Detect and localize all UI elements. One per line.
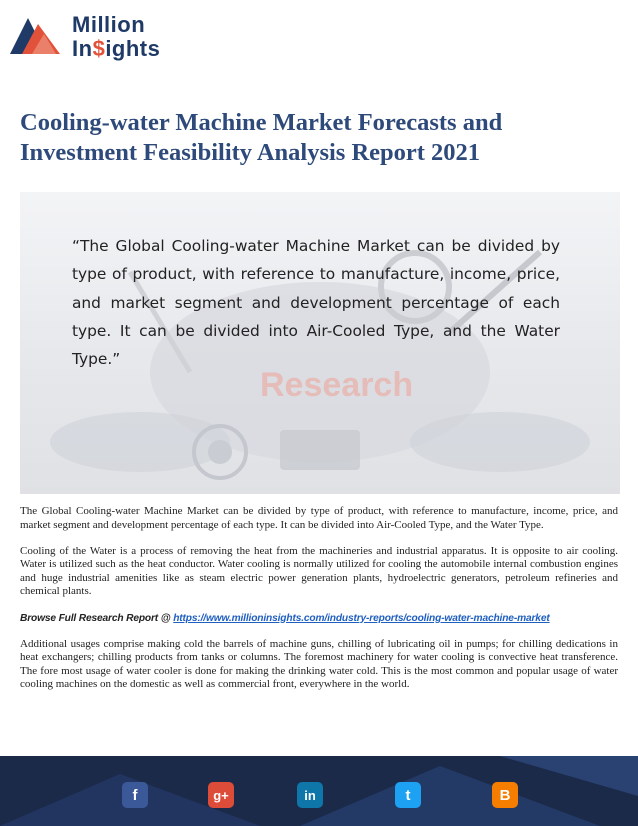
- blogger-icon[interactable]: B: [492, 782, 518, 808]
- brand-name-line2: In$ights: [72, 36, 161, 61]
- hero-banner: [20, 192, 620, 494]
- report-title: [20, 108, 620, 168]
- article-body: [20, 505, 618, 705]
- facebook-icon[interactable]: f: [122, 782, 148, 808]
- browse-label: Browse Full Research Report @: [20, 612, 174, 624]
- paragraph-additional-usages: Additional usages comprise making cold the barrels of machine guns, chilling of lubricating oil in pumps; for chilling dedications in heat exchangers; chilling products from tanks or columns. The foremost machinery for water cooling is convective heat transference. The fore most usage of water cooler is done for making the drinking water cold. This is the most common and popular usage of water cooling machines on the domestic as well as commercial front, everywhere in the world.: [20, 637, 618, 691]
- paragraph-water-cooling: Cooling of the Water is a process of removing the heat from the machineries and industrial apparatus. It is opposite to air cooling. Water is utilized such as the heat conductor. Water cooling is normally utilized for cooling the automobile internal combustion engines and huge industrial amenities like as steam electric power generation plants, hydroelectric generators, petroleum refineries and chemical plants.: [20, 544, 618, 598]
- report-link[interactable]: https://www.millioninsights.com/industry-reports/cooling-water-machine-market: [173, 612, 550, 624]
- hero-quote: “The Global Cooling-water Machine Market can be divided by type of product, with reference to manufacture, income, price, and market segment and development percentage of each type. It can be divided into Air-Cooled Type, and the Water Type.”: [72, 237, 560, 369]
- linkedin-icon[interactable]: in: [297, 782, 323, 808]
- title-line-2: Investment Feasibility Analysis Report 2021: [20, 139, 481, 166]
- browse-report-line: [20, 612, 618, 626]
- hero-watermark-word: Research: [260, 366, 414, 404]
- title-line-1: Cooling-water Machine Market Forecasts and: [20, 109, 503, 136]
- footer-banner: [0, 756, 638, 826]
- twitter-icon[interactable]: t: [395, 782, 421, 808]
- brand-name-line1: Million: [72, 12, 146, 37]
- brand-logo: [8, 8, 168, 60]
- googleplus-icon[interactable]: g+: [208, 782, 234, 808]
- logo-mountain-icon: [8, 12, 62, 56]
- paragraph-intro: The Global Cooling-water Machine Market can be divided by type of product, with reference to manufacture, income, price, and market segment and development percentage of each type. It can be divided into Air-Cooled Type, and the Water Type.: [20, 505, 618, 531]
